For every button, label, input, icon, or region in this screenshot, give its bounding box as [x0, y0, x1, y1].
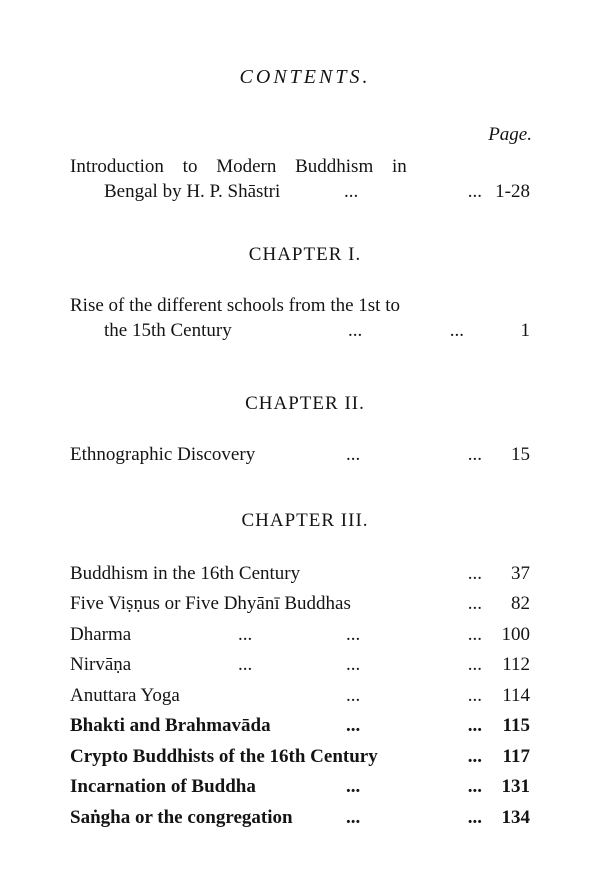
toc-entry-intro-line2: Bengal by H. P. Shāstri ... ... 1-28: [104, 181, 530, 202]
toc-entry: Five Viṣṇus or Five Dhyānī Buddhas ... 82: [70, 593, 530, 614]
chapter-heading-2: CHAPTER II.: [245, 393, 365, 414]
toc-entry-rise-line1: Rise of the different schools from the 1st to: [70, 295, 400, 316]
page-number: 37: [511, 563, 530, 584]
page-number: 15: [511, 444, 530, 465]
page-number: 117: [502, 746, 530, 767]
toc-entry: Buddhism in the 16th Century ... 37: [70, 563, 530, 584]
toc-entry: Anuttara Yoga ... ... 114: [70, 685, 530, 706]
toc-entry: Nirvāṇa ... ... ... 112: [70, 654, 530, 675]
toc-entry: Crypto Buddhists of the 16th Century ... 117: [70, 746, 530, 767]
toc-entry-ethnographic: Ethnographic Discovery ... ... 15: [70, 444, 530, 465]
toc-entry: Bhakti and Brahmavāda ... ... 115: [70, 715, 530, 736]
chapter-heading-3: CHAPTER III.: [241, 510, 369, 531]
page-number: 1: [520, 320, 530, 341]
page-number: 100: [501, 624, 530, 645]
toc-entry: Saṅgha or the congregation ... ... 134: [70, 807, 530, 828]
toc-entry-rise-line2: the 15th Century ... ... 1: [104, 320, 530, 341]
toc-entry: Dharma ... ... ... 100: [70, 624, 530, 645]
page-number: 115: [502, 715, 530, 736]
page-number: 134: [501, 807, 530, 828]
page-number: 82: [511, 593, 530, 614]
toc-entry-intro-line1: Introduction to Modern Buddhism in: [70, 156, 407, 177]
page-number: 112: [502, 654, 530, 675]
toc-entry: Incarnation of Buddha ... ... 131: [70, 776, 530, 797]
page-title: CONTENTS.: [239, 66, 371, 88]
page-number: 1-28: [495, 181, 530, 202]
page-number: 131: [501, 776, 530, 797]
chapter-heading-1: CHAPTER I.: [248, 244, 362, 265]
page-column-heading: Page.: [488, 124, 532, 145]
page-number: 114: [502, 685, 530, 706]
